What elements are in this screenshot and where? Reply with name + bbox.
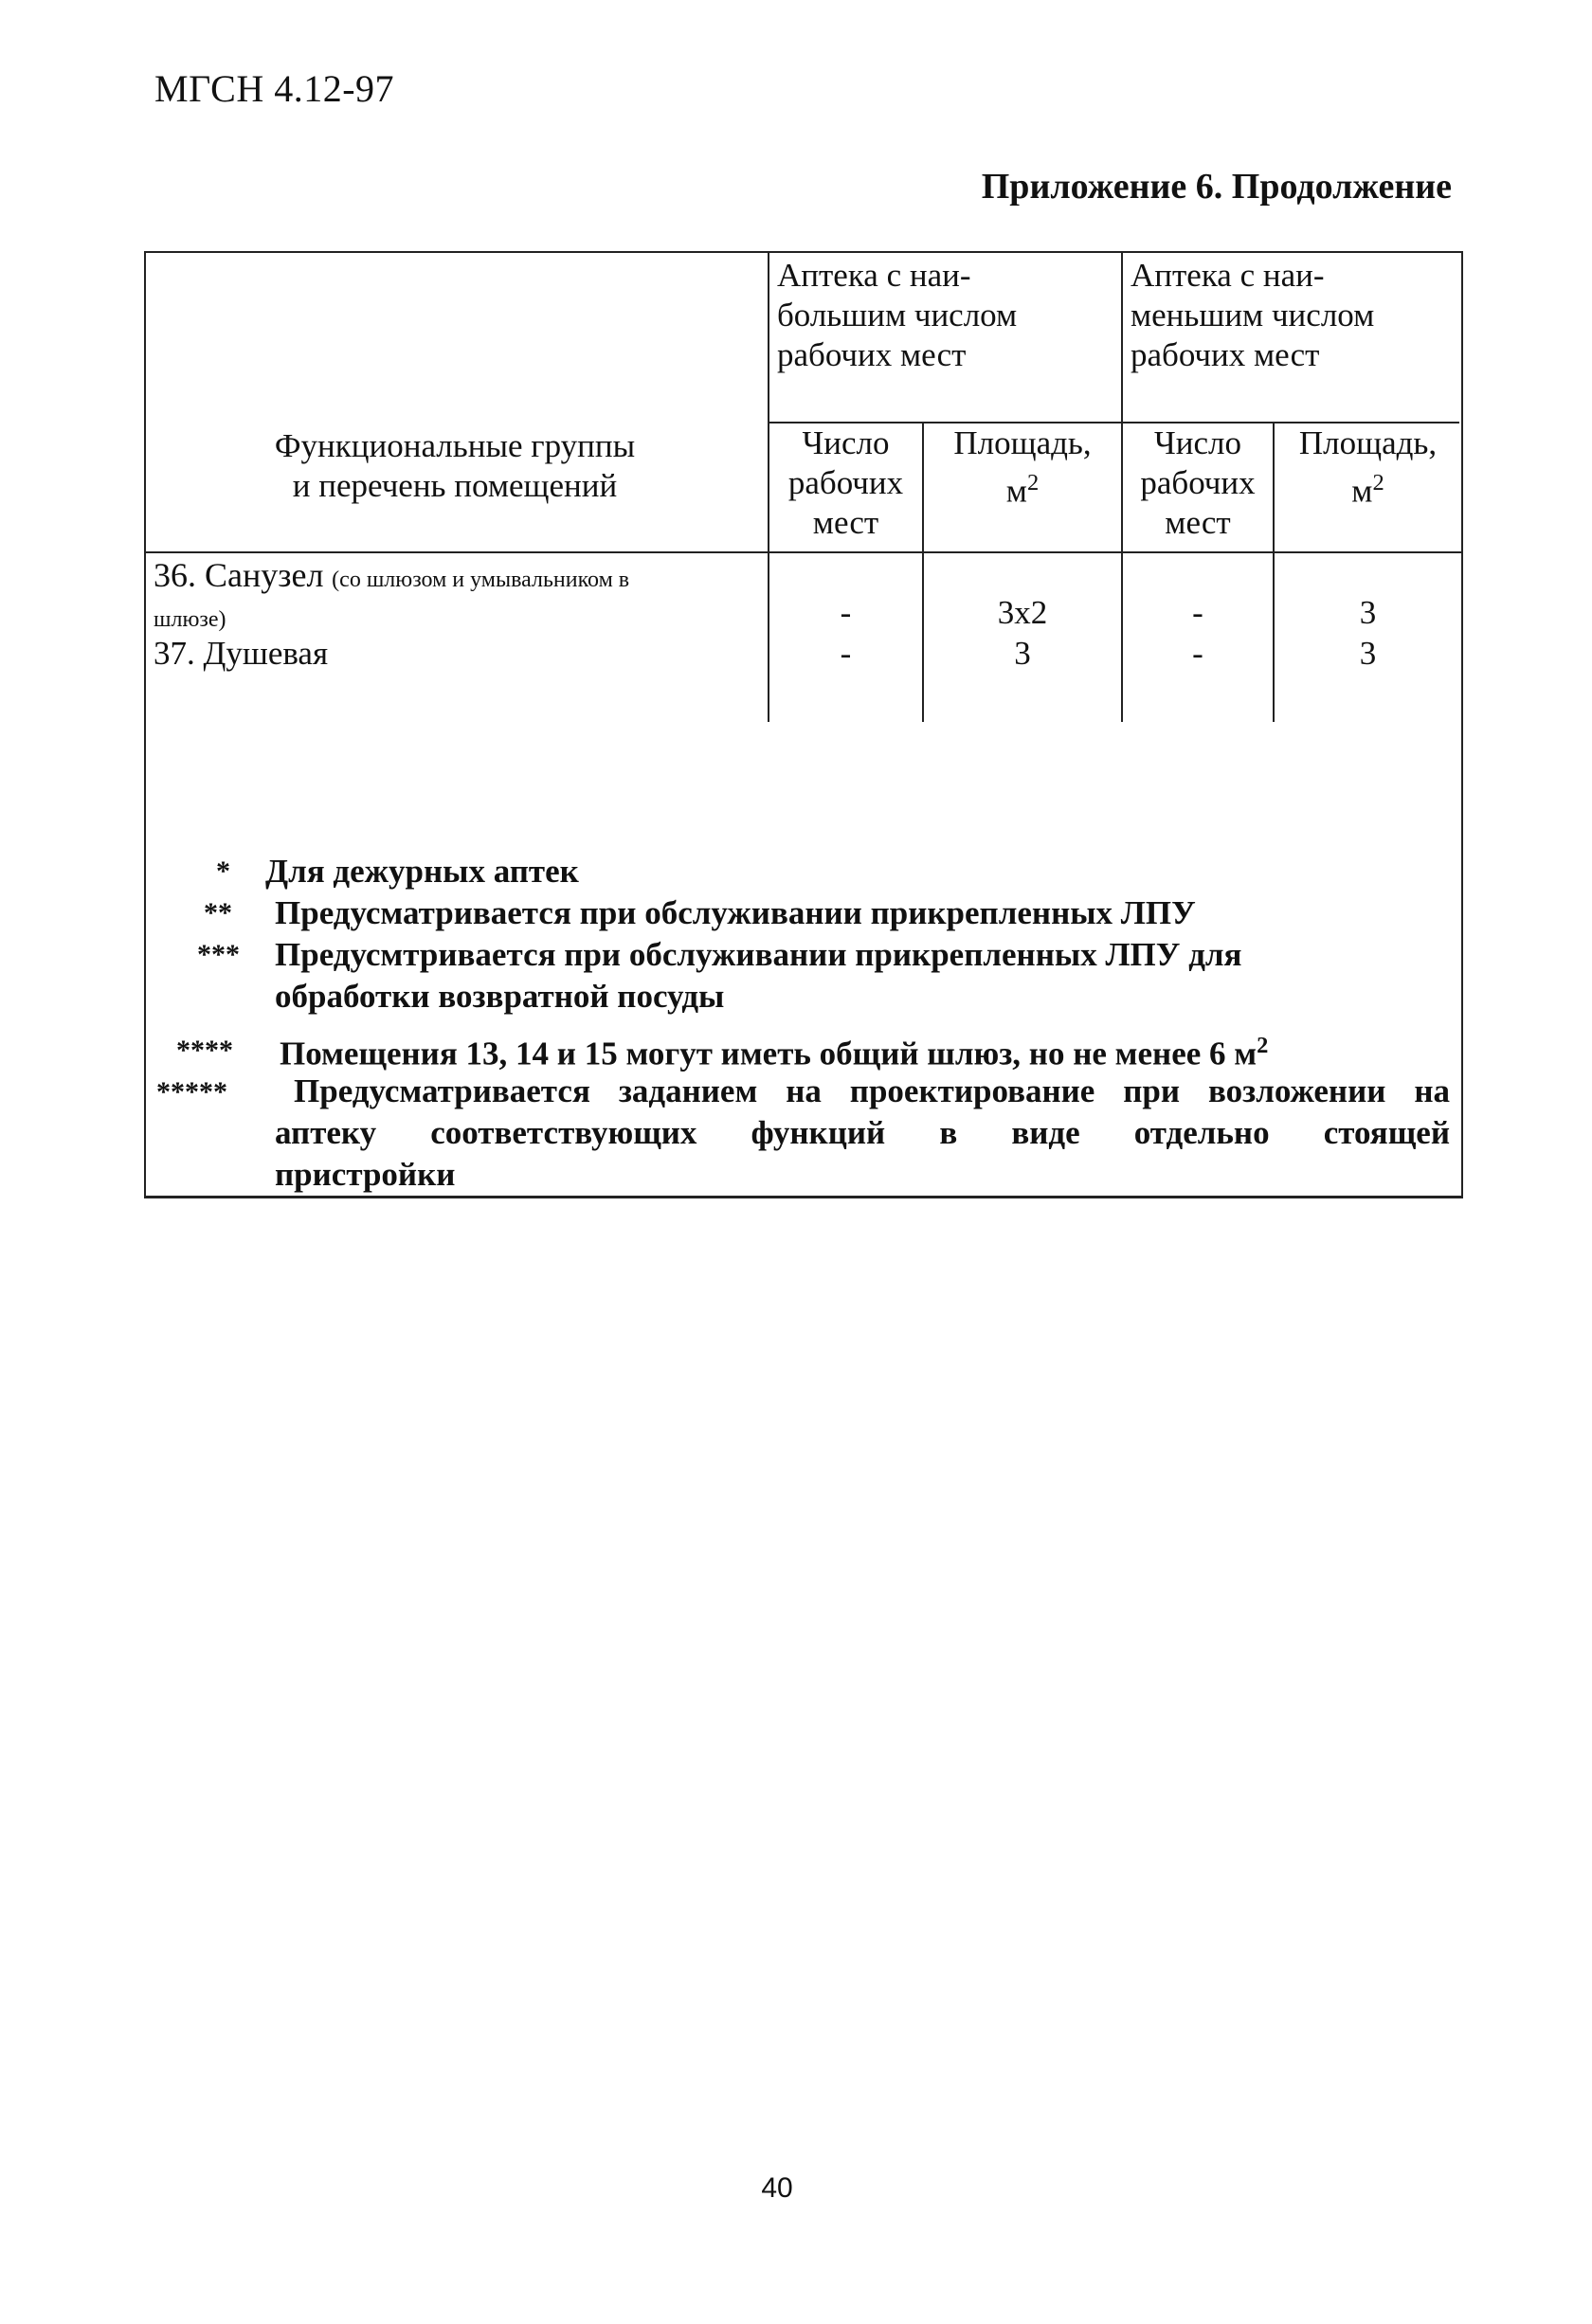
footnote-mark: ***** xyxy=(156,1076,227,1108)
footnote-mark: * xyxy=(216,856,230,887)
appendix-title: Приложение 6. Продолжение xyxy=(981,167,1452,207)
document-code: МГСН 4.12-97 xyxy=(154,67,395,110)
footnote-mark: **** xyxy=(176,1035,233,1066)
table-cell: - xyxy=(840,635,852,672)
table-cell: - xyxy=(1192,635,1203,672)
table-cell: 3 xyxy=(1359,635,1377,672)
page-number: 40 xyxy=(761,2172,793,2204)
header-body-divider xyxy=(144,551,1461,553)
table-cell: - xyxy=(840,594,852,631)
table-row-name: 37. Душевая xyxy=(154,635,329,672)
table-row-name: 36. Санузел (со шлюзом и умывальником в шлюзе) xyxy=(154,556,630,632)
table-cell: 3 xyxy=(1014,635,1031,672)
footnote-mark: *** xyxy=(197,939,240,970)
group-header-small: Аптека с наи- меньшим числом рабочих мест xyxy=(1131,257,1375,373)
col-header-large-area: Площадь, $м^2$ xyxy=(953,424,1092,510)
row-header-label: Функциональные группы и перечень помещений xyxy=(274,427,636,504)
footnote-text: Предусмтривается при обслуживании прикрепленных ЛПУ для обработки возвратной посуды xyxy=(275,936,1242,1015)
table-cell: 3 xyxy=(1359,594,1377,631)
footnote-text: Предусматривается при обслуживании прикрепленных ЛПУ xyxy=(275,894,1196,931)
table-cell: - xyxy=(1192,594,1203,631)
col-header-small-workplaces: Число рабочих мест xyxy=(1140,424,1256,541)
col-header-small-area: Площадь, $м^2$ xyxy=(1298,424,1438,510)
footnote-text: Помещения 13, 14 и 15 могут иметь общий шлюз, но не менее 6 $м^2$ xyxy=(280,1033,1269,1072)
table-bottom-border xyxy=(144,1196,1461,1198)
col-header-large-workplaces: Число рабочих мест xyxy=(787,424,904,541)
footnote-text: Для дежурных аптек xyxy=(265,853,579,890)
footnote-mark: ** xyxy=(204,897,232,928)
table-cell: 3х2 xyxy=(997,594,1048,631)
group-header-large: Аптека с наи- большим числом рабочих мест xyxy=(777,257,1018,373)
footnote-text: Предусматривается заданием на проектирование при возложении на аптеку соответствующих функций в виде отдельно стоящей пристройки xyxy=(275,1072,1450,1193)
